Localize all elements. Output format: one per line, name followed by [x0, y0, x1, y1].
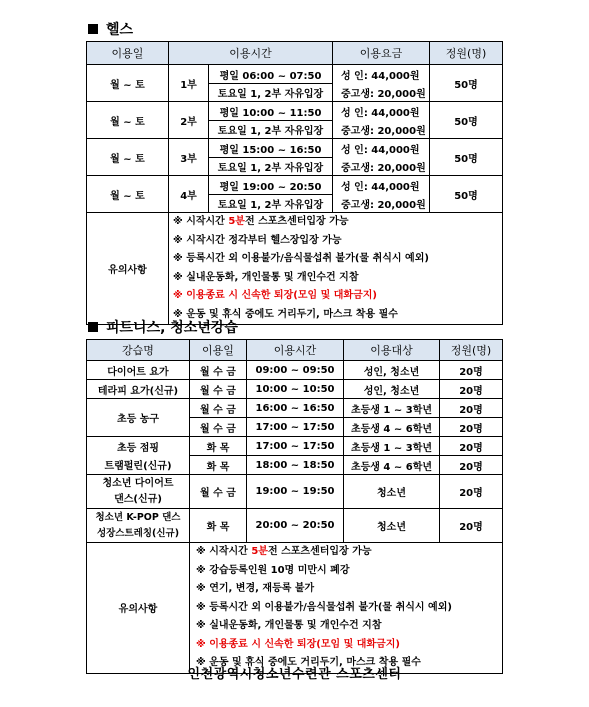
- health-table: [86, 41, 503, 325]
- table-row: 토요일 1, 2부 자유입장 중고생: 20,000원: [87, 121, 503, 139]
- header-capacity: 정원(명): [430, 42, 503, 65]
- header-day: 이용일: [87, 42, 169, 65]
- notes-list: [190, 543, 503, 674]
- notes-row: [87, 213, 503, 325]
- square-bullet-icon: [88, 24, 98, 34]
- table-row: 월 ~ 토 4부 평일 19:00 ~ 20:50 성 인: 44,000원 50명: [87, 176, 503, 195]
- table-row: 초등 점핑 화 목 17:00 ~ 17:50 초등생 1 ~ 3학년 20명: [87, 437, 503, 456]
- table-row: 토요일 1, 2부 자유입장 중고생: 20,000원: [87, 158, 503, 176]
- note-item: ※ 시작시간 정각부터 헬스장입장 가능: [173, 234, 342, 246]
- table-row: 청소년 다이어트 댄스(신규) 월 수 금 19:00 ~ 19:50 청소년 20명: [87, 475, 503, 509]
- square-bullet-icon: [88, 322, 98, 332]
- notes-label: 유의사항: [87, 543, 190, 674]
- notes-row: [87, 543, 503, 674]
- header-time: 이용시간: [169, 42, 333, 65]
- table-row: 월 ~ 토 2부 평일 10:00 ~ 11:50 성 인: 44,000원 50명: [87, 102, 503, 121]
- note-item: ※ 운동 및 휴식 중에도 거리두기, 마스크 착용 필수: [173, 308, 398, 320]
- header-time: 이용시간: [247, 340, 344, 361]
- table-row: 토요일 1, 2부 자유입장 중고생: 20,000원: [87, 195, 503, 213]
- note-item-warning: ※ 이용종료 시 신속한 퇴장(모임 및 대화금지): [196, 638, 400, 650]
- header-day: 이용일: [190, 340, 247, 361]
- note-item: ※ 등록시간 외 이용불가/음식물섭취 불가(물 취식시 예외): [196, 601, 452, 613]
- notes-label: 유의사항: [87, 213, 169, 325]
- health-section-title: 헬스: [88, 21, 133, 39]
- header-target: 이용대상: [344, 340, 440, 361]
- note-item: ※ 운동 및 휴식 중에도 거리두기, 마스크 착용 필수: [196, 657, 421, 668]
- table-header-row: [87, 42, 503, 65]
- notes-list: [169, 213, 503, 325]
- header-fee: 이용요금: [333, 42, 430, 65]
- note-item: ※ 강습등록인원 10명 미만시 폐강: [196, 564, 350, 576]
- note-item: ※ 시작시간 5분전 스포츠센터입장 가능: [173, 216, 349, 227]
- note-item: ※ 시작시간 5분전 스포츠센터입장 가능: [196, 546, 372, 557]
- fitness-section-title: 피트니스, 청소년강습: [88, 319, 238, 337]
- table-row: 청소년 K-POP 댄스 성장스트레칭(신규) 화 목 20:00 ~ 20:50 청소년 20명: [87, 509, 503, 543]
- organization-footer: 인천광역시청소년수련관 스포츠센터: [187, 667, 402, 682]
- note-item: ※ 등록시간 외 이용불가/음식물섭취 불가(물 취식시 예외): [173, 253, 429, 264]
- note-item: ※ 실내운동화, 개인물통 및 개인수건 지참: [196, 620, 382, 631]
- table-row: 트램펄린(신규) 화 목 18:00 ~ 18:50 초등생 4 ~ 6학년 20명: [87, 456, 503, 475]
- table-row: 월 ~ 토 1부 평일 06:00 ~ 07:50 성 인: 44,000원 50명: [87, 65, 503, 84]
- table-row: 월 ~ 토 3부 평일 15:00 ~ 16:50 성 인: 44,000원 50명: [87, 139, 503, 158]
- note-item: ※ 연기, 변경, 재등록 불가: [196, 583, 315, 594]
- table-row: 다이어트 요가 월 수 금 09:00 ~ 09:50 성인, 청소년 20명: [87, 361, 503, 380]
- fitness-table: [86, 339, 503, 674]
- header-class: 강습명: [87, 340, 190, 361]
- table-row: 토요일 1, 2부 자유입장 중고생: 20,000원: [87, 84, 503, 102]
- header-capacity: 정원(명): [440, 340, 503, 361]
- note-item-warning: ※ 이용종료 시 신속한 퇴장(모임 및 대화금지): [173, 290, 377, 301]
- table-row: 초등 농구 월 수 금 16:00 ~ 16:50 초등생 1 ~ 3학년 20명: [87, 399, 503, 418]
- note-item: ※ 실내운동화, 개인물통 및 개인수건 지참: [173, 271, 359, 283]
- table-row: 월 수 금 17:00 ~ 17:50 초등생 4 ~ 6학년 20명: [87, 418, 503, 437]
- table-header-row: [87, 340, 503, 361]
- table-row: 테라피 요가(신규) 월 수 금 10:00 ~ 10:50 성인, 청소년 20명: [87, 380, 503, 399]
